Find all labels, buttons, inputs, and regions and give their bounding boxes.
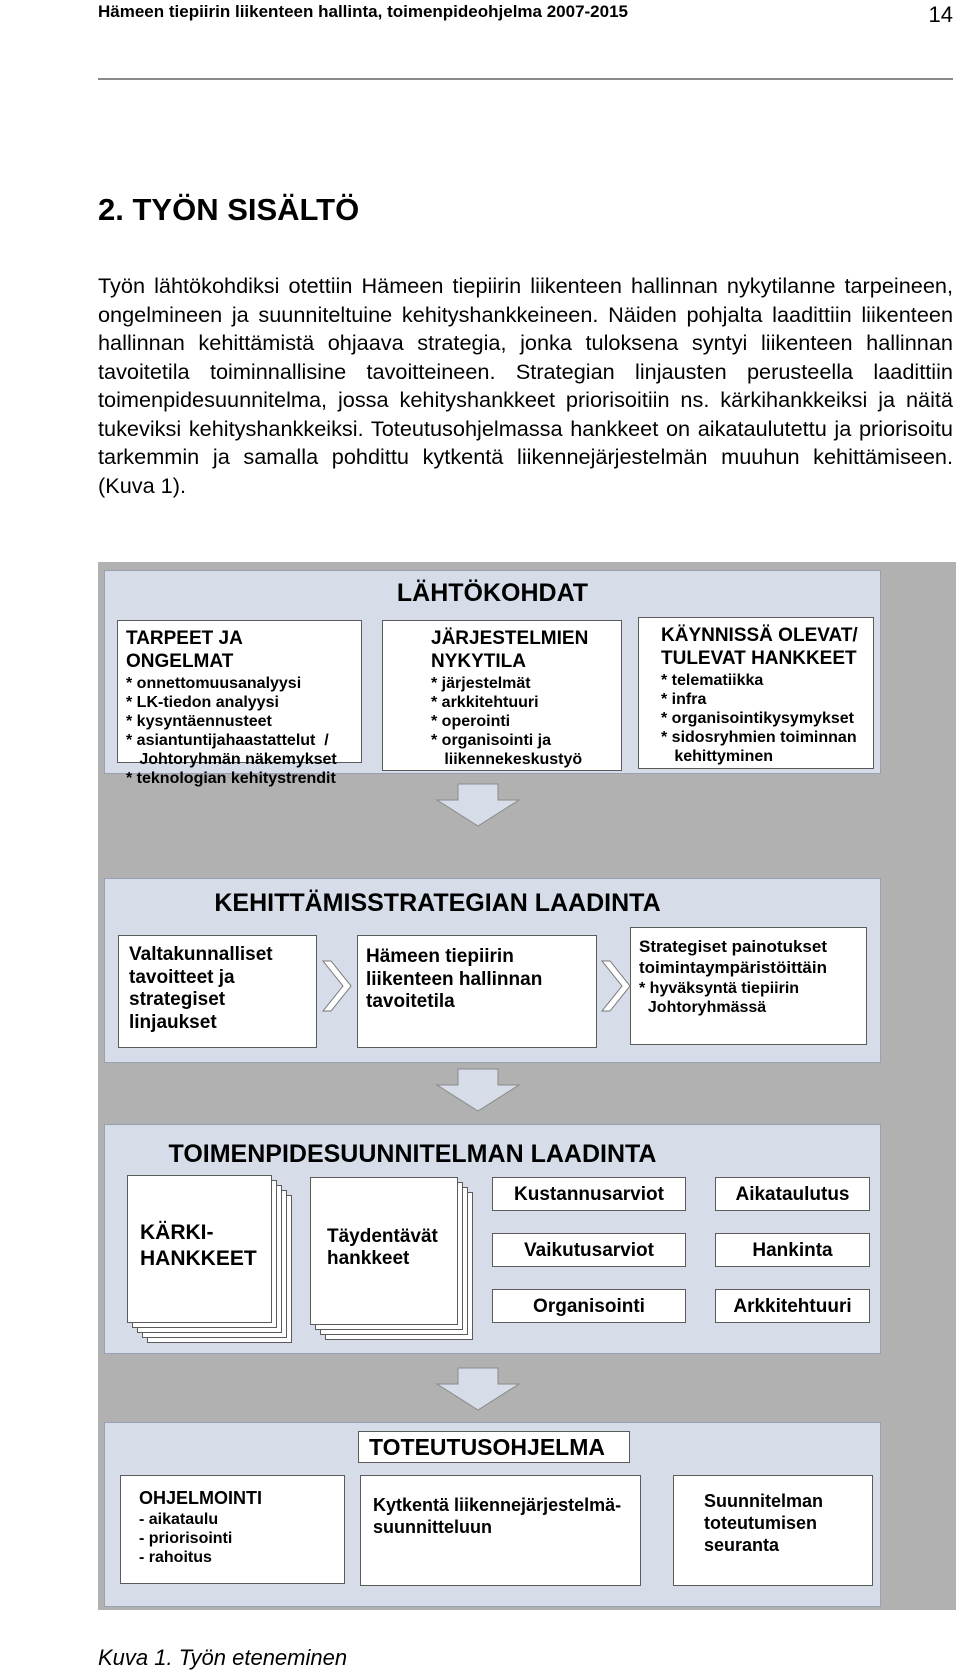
list-item: * arkkitehtuuri xyxy=(431,694,539,711)
box-tarpeet xyxy=(117,620,362,787)
box-title: Valtakunnalliset tavoitteet ja strategiset linjaukset xyxy=(129,944,273,1033)
list-item: * organisointikysymykset xyxy=(661,710,854,727)
list-item: Johtoryhmän näkemykset xyxy=(126,751,337,768)
box-hankkeet xyxy=(638,617,874,769)
box-jarjestelmat xyxy=(382,620,622,771)
panel-title-strategia: KEHITTÄMISSTRATEGIAN LAADINTA xyxy=(214,889,661,917)
list-item: * järjestelmät xyxy=(431,675,531,692)
list-item: * LK-tiedon analyysi xyxy=(126,694,279,711)
panel-strategia xyxy=(104,878,881,1063)
running-title: Hämeen tiepiirin liikenteen hallinta, toimenpideohjelma 2007-2015 xyxy=(98,2,629,21)
box-items xyxy=(126,674,353,788)
down-arrow-icon xyxy=(433,1067,523,1113)
list-item: Johtoryhmässä xyxy=(639,999,767,1016)
box-taydentavat xyxy=(310,1177,458,1325)
box-title: KÄRKI-HANKKEET xyxy=(140,1221,257,1270)
box-items xyxy=(661,671,865,766)
box-title: Suunnitelman toteutumisen seuranta xyxy=(704,1491,824,1555)
box-title: Kytkentä liikennejärjestelmä-suunnitteluun xyxy=(373,1495,622,1537)
box-items xyxy=(639,979,858,1017)
box-title: JÄRJESTELMIEN NYKYTILA xyxy=(431,628,589,672)
list-item: * kysyntäennusteet xyxy=(126,713,272,730)
list-item: liikennekeskustyö xyxy=(431,751,583,768)
box-ohjelmointi xyxy=(120,1475,345,1584)
box-title: Hämeen tiepiirin liikenteen hallinnan tavoitetila xyxy=(366,946,543,1012)
panel-title-lahtokohdat: LÄHTÖKOHDAT xyxy=(396,579,589,607)
panel-title-toimenpide: TOIMENPIDESUUNNITELMAN LAADINTA xyxy=(168,1140,657,1168)
running-header xyxy=(98,0,953,80)
list-item: kehittyminen xyxy=(661,748,774,765)
box-kustannusarviot: Kustannusarviot xyxy=(492,1177,686,1211)
box-title: Strategiset painotukset toimintaympäristöittäin xyxy=(639,937,827,977)
down-arrow-icon xyxy=(433,782,523,828)
box-hankinta: Hankinta xyxy=(715,1233,870,1267)
box-title: OHJELMOINTI xyxy=(139,1488,263,1508)
box-painotukset xyxy=(630,927,867,1045)
list-item: * operointi xyxy=(431,713,511,730)
process-figure xyxy=(98,562,956,1610)
box-seuranta xyxy=(673,1475,873,1586)
list-item: - aikataulu xyxy=(139,1511,219,1528)
box-vaikutusarviot: Vaikutusarviot xyxy=(492,1233,686,1267)
list-item: * organisointi ja xyxy=(431,732,552,749)
box-title: KÄYNNISSÄ OLEVAT/ TULEVAT HANKKEET xyxy=(661,625,858,669)
right-arrow-icon xyxy=(321,957,353,1015)
box-title: TARPEET JA ONGELMAT xyxy=(126,628,243,672)
box-items xyxy=(431,674,613,769)
list-item: * asiantuntijahaastattelut / xyxy=(126,732,329,749)
panel-toteutus xyxy=(104,1422,881,1607)
box-title: Täydentävät hankkeet xyxy=(327,1226,438,1269)
page-number: 14 xyxy=(928,2,953,27)
box-organisointi: Organisointi xyxy=(492,1289,686,1323)
down-arrow-icon xyxy=(433,1366,523,1412)
figure-caption: Kuva 1. Työn eteneminen xyxy=(98,1645,348,1670)
list-item: * teknologian kehitystrendit xyxy=(126,770,336,787)
panel-lahtokohdat xyxy=(104,570,881,787)
list-item: * telematiikka xyxy=(661,672,764,689)
right-arrow-icon xyxy=(600,957,632,1015)
list-item: - priorisointi xyxy=(139,1530,233,1547)
body-paragraph: Työn lähtökohdiksi otettiin Hämeen tiepiirin liikenteen hallinnan nykytilanne tarpeineen, ongelmineen ja suunniteltuine kehityshankkeineen. Näiden pohjalta laadittiin liikenteen hallinnan kehittämistä ohjaava strategia, jonka tuloksena syntyi liikenteen hallinnan tavoitetila toiminnallisine tavoitteineen. Strategian linjausten perusteella laadittiin toimenpidesuunnitelma, jossa kehityshankkeet priorisoitiin ns. kärkihankkeiksi ja näitä tukeviksi kehityshankkeiksi. Toteutusohjelmassa hankkeet on aikataulutettu ja priorisoitu tarkemmin ja samalla pohdittu kytkentä liikennejärjestelmän muuhun kehittämiseen. (Kuva 1). xyxy=(98,273,953,498)
box-tavoitetila xyxy=(357,935,597,1048)
box-valtakunnalliset xyxy=(118,935,317,1048)
list-item: * onnettomuusanalyysi xyxy=(126,675,302,692)
list-item: - rahoitus xyxy=(139,1549,212,1566)
box-arkkitehtuuri: Arkkitehtuuri xyxy=(715,1289,870,1323)
list-item: * sidosryhmien toiminnan xyxy=(661,729,857,746)
panel-title-toteutus: TOTEUTUSOHJELMA xyxy=(358,1431,630,1463)
box-items xyxy=(139,1510,326,1567)
box-karkihankkeet xyxy=(127,1175,272,1323)
panel-toimenpide xyxy=(104,1124,881,1354)
section-heading: 2. TYÖN SISÄLTÖ xyxy=(98,192,360,227)
list-item: * infra xyxy=(661,691,707,708)
box-aikataulutus: Aikataulutus xyxy=(715,1177,870,1211)
box-kytkenta xyxy=(360,1475,641,1586)
list-item: * hyväksyntä tiepiirin xyxy=(639,980,800,997)
